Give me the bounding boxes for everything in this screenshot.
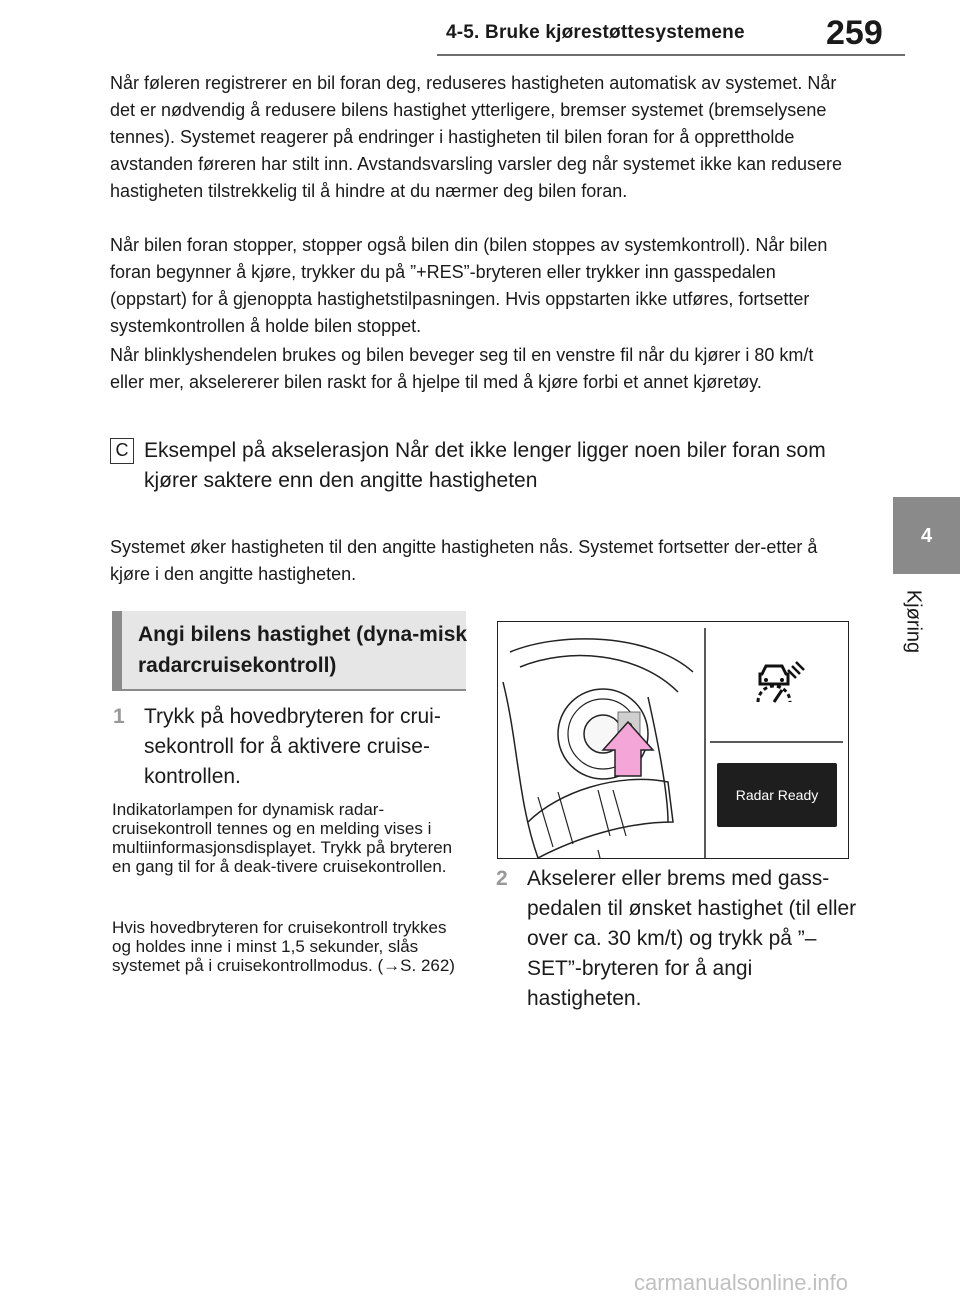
display-message: Radar Ready (735, 787, 819, 803)
example-heading: Eksempel på akselerasjon Når det ikke lenger ligger noen biler foran som kjører saktere enn den angitte hastigheten (144, 439, 826, 492)
step-1-text: Trykk på hovedbryteren for crui-sekontroll for å aktivere cruise-kontrollen. (144, 705, 441, 788)
step-1-number: 1 (113, 705, 125, 728)
header-divider (437, 54, 905, 56)
chapter-number: 4 (920, 525, 933, 547)
paragraph-stop-and-go: Når bilen foran stopper, stopper også bilen din (bilen stoppes av systemkontroll). Når bilen foran begynner å kjøre, trykker du på ”+RES”-bryteren eller trykker inn gasspedalen (oppstart) for å gjenoppta hastighetstilpasningen. Hvis oppstarten ikke utføres, fortsetter systemkontrollen å holde bilen stoppet. (110, 235, 828, 336)
section-heading: Angi bilens hastighet (dyna-misk radarcruisekontroll) (138, 623, 468, 677)
paragraph-speed-reduction: Når føleren registrerer en bil foran deg, reduseres hastigheten automatisk av systemet. Når det er nødvendig å redusere bilens hastighet ytterligere, bremser systemet (bremselysene tennes). Systemet reagerer på endringer i hastigheten til bilen foran for å opprettholde avstanden føreren har stilt inn. Avstandsvarsling varsler deg når systemet ikke kan redusere hastigheten tilstrekkelig til å hindre at du nærmer deg bilen foran. (110, 73, 843, 201)
chapter-label: Kjøring (902, 589, 925, 654)
page-number: 259 (826, 14, 883, 52)
paragraph-overtake-assist: Når blinklyshendelen brukes og bilen beveger seg til en venstre fil når du kjører i 80 km/t eller mer, akselererer bilen raskt for å hjelpe til med å kjøre forbi et annet kjøretøy. (110, 345, 814, 392)
section-title: 4-5. Bruke kjørestøttesystemene (446, 22, 745, 43)
step-2-text: Akselerer eller brems med gass-pedalen til ønsket hastighet (til eller over ca. 30 km/t) og trykk på ”–SET”-bryteren for å angi hastigheten. (527, 867, 857, 1010)
note-indicator: Indikatorlampen for dynamisk radar-cruisekontroll tennes og en melding vises i multiinformasjonsdisplayet. Trykk på bryteren en gang til for å deak-tivere cruisekontrollen. (112, 800, 453, 876)
paragraph-acceleration: Systemet øker hastigheten til den angitte hastigheten nås. Systemet fortsetter der-etter å kjøre i den angitte hastigheten. (110, 537, 818, 584)
note-cruise-mode: Hvis hovedbryteren for cruisekontroll trykkes og holdes inne i minst 1,5 sekunder, slås systemet på i cruisekontrollmodus. (→S. 262) (112, 918, 455, 975)
chapter-label-container (897, 582, 927, 662)
chapter-tab (893, 497, 960, 574)
step-2-number: 2 (496, 867, 508, 890)
steering-wheel-figure (497, 621, 849, 859)
watermark: carmanualsonline.info (634, 1270, 849, 1295)
multi-info-display (717, 763, 837, 827)
section-heading-box (112, 611, 466, 691)
radar-cruise-indicator-icon (758, 662, 804, 702)
example-label-box: C (110, 438, 134, 464)
